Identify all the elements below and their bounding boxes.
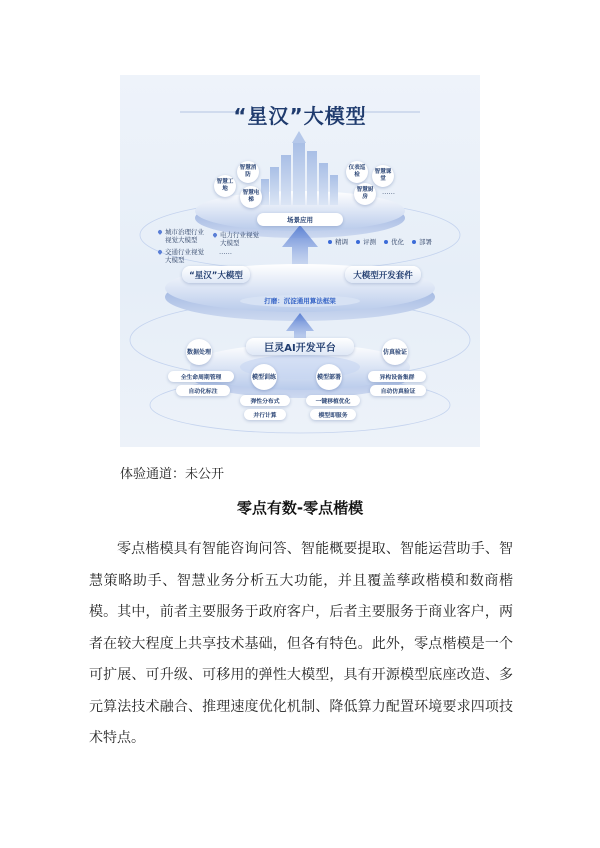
kit-item-label: 精调	[335, 238, 348, 246]
kit-item-label: 评测	[363, 238, 376, 246]
bubble-training: 模型训练	[251, 364, 277, 390]
train-item-elastic: 弹性分布式	[240, 395, 290, 406]
tag-meter-inspection: 仪表巡检	[346, 161, 368, 183]
train-item-parallel: 并行计算	[244, 409, 286, 420]
city-icon	[261, 143, 338, 205]
city-spire	[292, 131, 306, 143]
body-paragraph: 零点楷模具有智能咨询问答、智能概要提取、智能运营助手、智慧策略助手、智慧业务分析五大功能，并且覆盖孳政楷模和数商楷模。其中，前者主要服务于政府客户，后者主要服务于商业客户，两者在较大程度上共享技术基础，但各有特色。此外，零点楷模是一个可扩展、可升级、可移用的弹性大模型，具有开源模型底座改造、多元算法技术融合、推理速度优化机制、降低算力配置环境要求四项技术特点。	[89, 541, 513, 746]
industry-item-label: 交通行业视觉大模型	[165, 248, 204, 264]
pin-icon	[212, 232, 218, 238]
bullet-icon	[356, 240, 360, 244]
bubble-deployment: 模型部署	[316, 364, 342, 390]
industry-item-label: 城市治理行业视觉大模型	[165, 228, 204, 244]
bubble-data-processing: 数据处理	[186, 339, 212, 365]
pin-icon	[157, 229, 163, 235]
kit-item-optimize	[384, 238, 404, 246]
industry-item-traffic	[158, 248, 205, 264]
kit-item-eval	[356, 238, 376, 246]
architecture-diagram	[120, 75, 480, 447]
tag-smart-kitchen: 智慧厨房	[354, 183, 376, 205]
sim-item-cluster: 异构设备集群	[368, 371, 426, 382]
deploy-item-porting: 一键移植优化	[306, 395, 360, 406]
kit-item-deploy	[412, 238, 432, 246]
industry-item-label: 电力行业视觉大模型	[220, 231, 259, 247]
section-heading: 零点有数-零点楷模	[236, 499, 364, 517]
tag-more: ……	[382, 188, 395, 196]
tag-smart-site: 智慧工地	[214, 175, 236, 197]
kit-item-label: 部署	[419, 238, 432, 246]
diagram-title: “星汉”大模型	[233, 104, 367, 128]
pin-icon	[157, 249, 163, 255]
tag-smart-elevator: 智慧电梯	[240, 186, 262, 208]
tag-smart-fire: 智慧消防	[237, 161, 259, 183]
xinghan-model-chip: “星汉”大模型	[182, 266, 250, 283]
data-item-autolabel: 自动化标注	[176, 385, 230, 396]
industry-item-city	[158, 228, 205, 244]
industry-item-power	[213, 231, 260, 247]
deploy-item-maas: 模型即服务	[310, 409, 356, 420]
sim-item-autoverify: 自动仿真验证	[370, 385, 426, 396]
dev-kit-chip: 大模型开发套件	[345, 266, 421, 283]
access-caption: 体验通道：未公开	[120, 467, 225, 482]
kit-item-finetune	[328, 238, 348, 246]
kit-item-label: 优化	[391, 238, 404, 246]
platform-title: 巨灵AI开发平台	[246, 338, 354, 355]
bullet-icon	[328, 240, 332, 244]
model-bottom-label: 打磨：沉淀通用算法框架	[264, 297, 336, 305]
industry-more: ……	[219, 248, 232, 256]
bullet-icon	[384, 240, 388, 244]
bubble-simulation: 仿真验证	[382, 339, 408, 365]
data-item-lifecycle: 全生命周期管理	[168, 371, 234, 382]
tag-smart-classroom: 智慧课堂	[372, 165, 394, 187]
scene-platform-label: 场景应用	[257, 213, 343, 226]
bullet-icon	[412, 240, 416, 244]
